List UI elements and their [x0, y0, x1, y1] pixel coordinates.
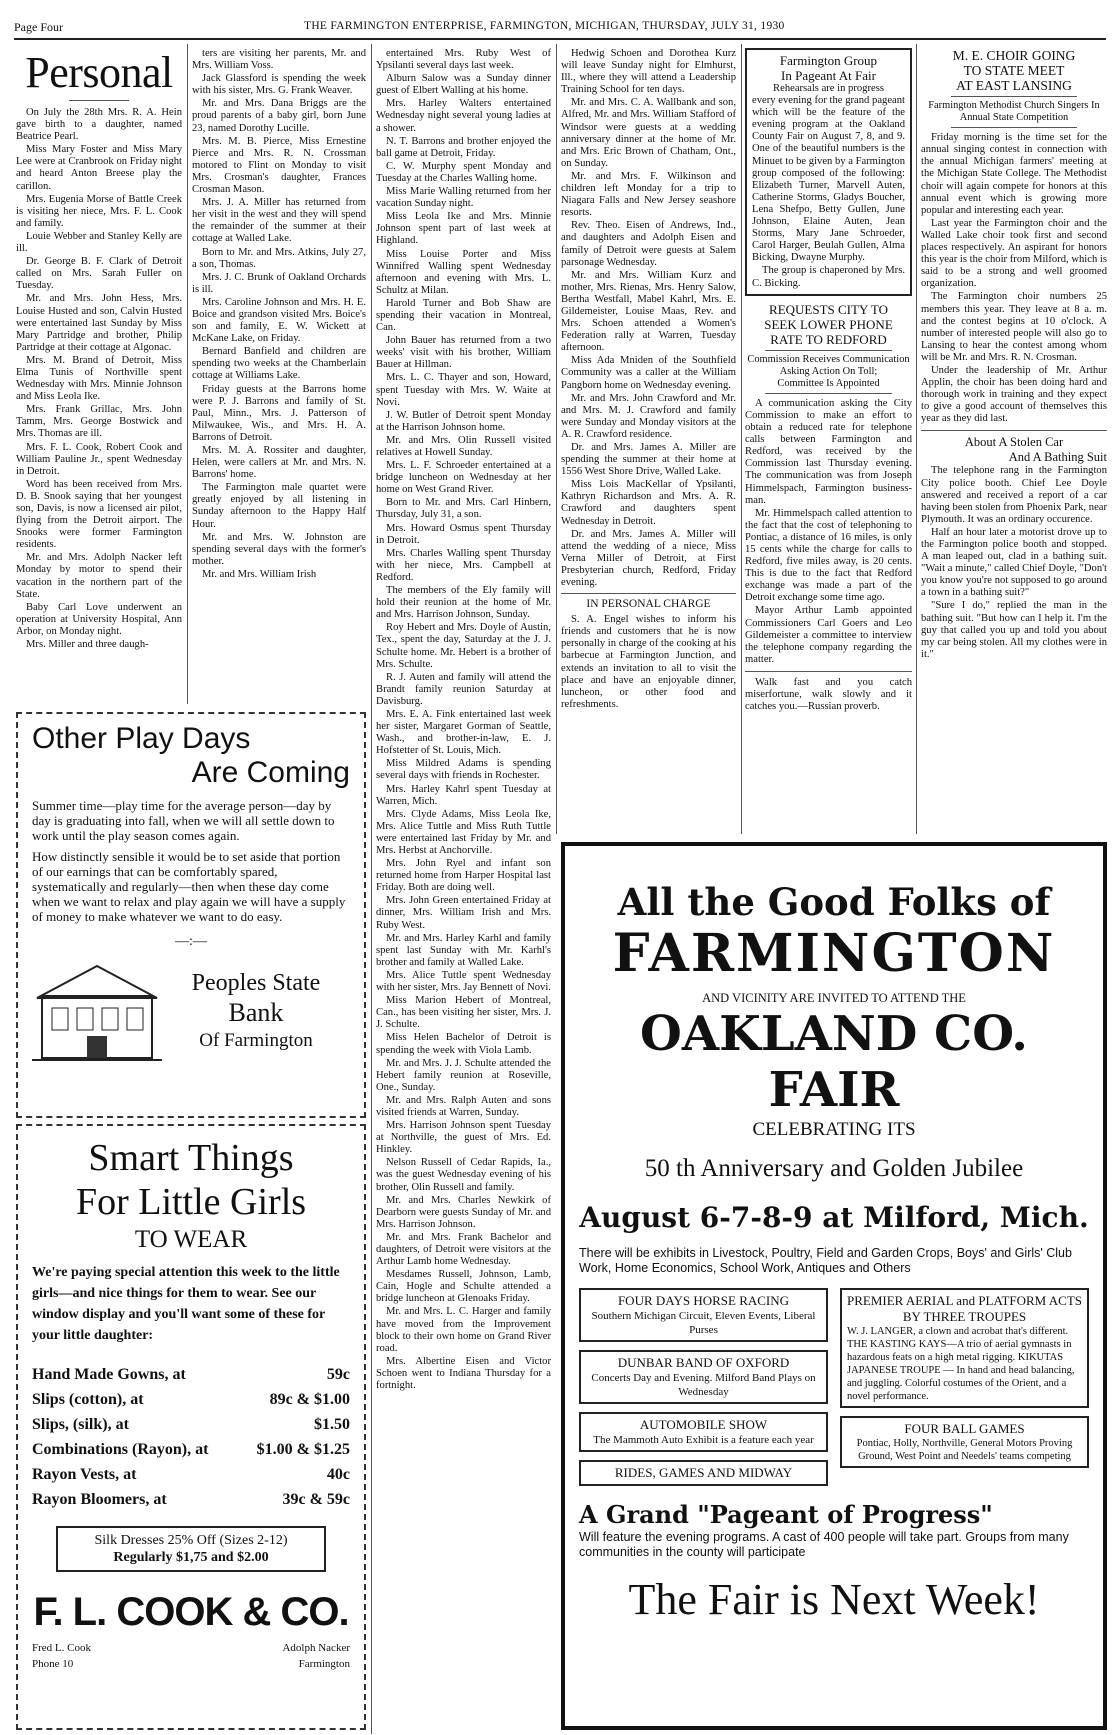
personal-item: C. W. Murphy spent Monday and Tuesday at the Charles Walling home.: [376, 160, 551, 184]
choir-text: The Farmington choir numbers 25 members this year. They leave at 8 a. m. and the contest begins at 10 o'clock. A number of interested people will also go to Lansing to hear the contest among whom will be Mr. and Mrs. R. N. Crosman.: [921, 291, 1107, 363]
personal-item: J. W. Butler of Detroit spent Monday at the Harrison Johnson home.: [376, 409, 551, 433]
ad-title-line-2: For Little Girls: [75, 1181, 307, 1223]
personal-item: Mr. and Mrs. Olin Russell visited relatives at Howell Sunday.: [376, 434, 551, 458]
personal-column-3: [376, 48, 551, 1730]
personal-item: Mrs. L. F. Schroeder entertained at a bridge luncheon on Wednesday at her home on West Grand River.: [376, 460, 551, 496]
personal-item: Mr. and Mrs. Ralph Auten and sons visited friends at Warren, Sunday.: [376, 1094, 551, 1118]
personal-item: Born to Mr. and Mrs. Atkins, July 27, a son, Thomas.: [192, 246, 366, 270]
bank-name-2: Bank: [228, 998, 284, 1027]
pageant-sub: Rehearsals are in progress: [773, 83, 884, 94]
personal-item: Mr. and Mrs. Harley Karhl and family spent last Sunday with Mr. Karhl's brother and family at Walled Lake.: [376, 932, 551, 968]
ad-divider: —:—: [175, 934, 207, 949]
personal-item: Dr. George B. F. Clark of Detroit called on Mrs. Sarah Fuller on Tuesday.: [16, 256, 182, 292]
ad-title-line-1: Other Play Days: [32, 722, 251, 755]
personal-item: John Bauer has returned from a two weeks' visit with his brother, William Bauer at Hillman.: [376, 335, 551, 371]
fair-line-6: 50 th Anniversary and Golden Jubilee: [644, 1155, 1024, 1182]
auto-box: [579, 1412, 828, 1452]
personal-item: Mrs. John Ryel and infant son returned home from Harper Hospital last Friday. Both are doing well.: [376, 858, 551, 894]
personal-item: Mr. and Mrs. William Irish: [202, 568, 317, 580]
section-rule: [561, 593, 736, 594]
store-name: F. L. COOK & CO.: [33, 1590, 349, 1634]
auto-heading: AUTOMOBILE SHOW: [639, 1417, 768, 1432]
phone-heading-1: REQUESTS CITY TO: [769, 301, 888, 317]
racing-box: [579, 1288, 828, 1342]
personal-item: Mrs. J. A. Miller has returned from her visit in the west and they will spend the remainder of the summer at their cottage at Walled Lake.: [192, 197, 366, 245]
band-heading: DUNBAR BAND OF OXFORD: [617, 1355, 790, 1370]
ad-body-2: How distinctly sensible it would be to set aside that portion of our earnings that can be comfortably spared, systematically and regularly—then when these day come when we want to relax and play again we will have a supply of money to make whatever we want to do easy.: [32, 849, 346, 924]
fair-closing: The Fair is Next Week!: [628, 1575, 1040, 1624]
pageant-box: [745, 48, 912, 296]
silk-dress-box: [56, 1526, 326, 1572]
personal-item: Mrs. M. A. Rossiter and daughter, Helen, were callers at Mr. and Mrs. N. Barrons' home.: [192, 445, 366, 481]
choir-sub: Farmington Methodist Church Singers In Annual State Competition: [928, 100, 1100, 124]
heading-rule: [951, 127, 1077, 128]
price-item: Rayon Vests, at 40c: [32, 1466, 350, 1483]
fair-line-4: OAKLAND CO. FAIR: [640, 1006, 1028, 1118]
aerial-heading: PREMIER AERIAL and PLATFORM ACTS BY THREE TROUPES: [847, 1293, 1082, 1324]
column-rule: [741, 44, 742, 834]
phone-heading-2: SEEK LOWER PHONE: [764, 316, 893, 332]
phone-sub-1: Commission Receives Communication Asking Action On Toll;: [747, 353, 910, 377]
choir-text: Friday morning is the time set for the annual singing contest in connection with the annual Michigan farmers' meeting at the Michigan State College. The Methodist choir will again compete for honors at this annual event which is growing more popular and interesting each year.: [921, 132, 1107, 216]
newspaper-title: THE FARMINGTON ENTERPRISE, FARMINGTON, MICHIGAN, THURSDAY, JULY 31, 1930: [304, 20, 785, 32]
stolen-heading-1: About A Stolen Car: [964, 435, 1064, 450]
price-item: Combinations (Rayon), at $1.00 & $1.25: [32, 1441, 350, 1458]
column-rule: [916, 44, 917, 834]
heading-rule: [69, 100, 129, 101]
pageant-heading-1: Farmington Group: [779, 53, 878, 68]
racing-heading: FOUR DAYS HORSE RACING: [617, 1293, 790, 1308]
bank-building-icon: [32, 956, 162, 1066]
bank-name-3: Of Farmington: [199, 1030, 313, 1051]
pageant-text-2: The group is chaperoned by Mrs. C. Bicking.: [752, 265, 905, 289]
column-rule: [371, 44, 372, 1734]
personal-item: Bernard Banfield and children are spending two weeks at the Chamberlain cottage at Williams Lake.: [192, 346, 366, 382]
owner-2: Adolph Nacker: [282, 1642, 350, 1654]
personal-item: Mr. and Mrs. Adolph Nacker left Monday by motor to spend their vacation in the northern part of the State.: [16, 552, 182, 600]
personal-item: Dr. and Mrs. James A. Miller are spending the summer at their home at 1556 West Shore Drive, Walled Lake.: [561, 442, 736, 478]
price-item: Slips, (silk), at $1.50: [32, 1416, 350, 1433]
personal-item: Mr. and Mrs. John Hess, Mrs. Louise Husted and son, Calvin Husted were entertained last Sunday by Miss Mary Partridge and brother, Philip Partridge at their cottage at Algonac.: [16, 293, 182, 353]
masthead: [14, 14, 1106, 40]
personal-column-2: [192, 48, 366, 706]
price-item: Hand Made Gowns, at 59c: [32, 1366, 350, 1383]
personal-item: N. T. Barrons and brother enjoyed the ball game at Detroit, Friday.: [376, 135, 551, 159]
personal-item: Mr. and Mrs. J. J. Schulte attended the Hebert family reunion at Roseville, One., Sunday.: [376, 1057, 551, 1093]
bank-name-1: Peoples State: [191, 970, 321, 996]
price-item: Rayon Bloomers, at 39c & 59c: [32, 1491, 350, 1508]
personal-item: Miss Helen Bachelor of Detroit is spending the week with Viola Lamb.: [376, 1032, 551, 1056]
news-column-6: [921, 48, 1107, 834]
rides-box: [579, 1460, 828, 1486]
column-rule: [187, 44, 188, 704]
personal-item: Mrs. Harrison Johnson spent Tuesday at Northville, the guest of Mrs. Ed. Hinkley.: [376, 1120, 551, 1156]
personal-item: Dr. and Mrs. James A. Miller will attend the wedding of a niece, Miss Verna Miller of Detroit, at First Presbyterian church, Redford, Friday evening.: [561, 528, 736, 589]
pageant-title: A Grand "Pageant of Progress": [579, 1500, 993, 1529]
phone-text: Mayor Arthur Lamb appointed Commissioners Carl Goers and Leo Gildemeister a committee to interview the telephone company regarding the matter.: [745, 605, 912, 665]
bank-advertisement: [16, 712, 366, 1118]
auto-text: The Mammoth Auto Exhibit is a feature each year: [593, 1434, 814, 1446]
personal-item: Rev. Theo. Eisen of Andrews, Ind., and daughters and Adolph Eisen and family of Detroit were guests at Salem parsonage Wednesday.: [561, 220, 736, 268]
pageant-heading-2: In Pageant At Fair: [781, 68, 876, 83]
aerial-box: [840, 1288, 1089, 1408]
personal-item: Roy Hebert and Mrs. Doyle of Austin, Tex., spent the day, Saturday at the J. J. Schulte home. Mr. Hebert is a brother of Mrs. Schulte.: [376, 622, 551, 670]
personal-item: Mrs. Miller and three daugh-: [26, 639, 149, 651]
ball-box: [840, 1416, 1089, 1468]
choir-text: Under the leadership of Mr. Arthur Applin, the choir has been doing hard and thorough work in training and they expect to give a good account of themselves this year as they did last.: [921, 364, 1107, 425]
personal-item: On July the 28th Mrs. R. A. Hein gave birth to a daughter, named Beatrice Pearl.: [16, 107, 182, 143]
personal-item: Mrs. Clyde Adams, Miss Leola Ike, Mrs. Alice Tuttle and Miss Ruth Tuttle were entertained last Friday by Mr. and Mrs. Herbst at Anchorville.: [376, 808, 551, 856]
charge-text: S. A. Engel wishes to inform his friends and customers that he is now personally in charge of the cooking at his barbecue at Farmington Junction, and extends an invitation to all to visit the place and have an enjoyable dinner, luncheon, or other food and refreshments.: [561, 614, 736, 710]
heading-rule: [951, 96, 1077, 97]
personal-heading: Personal: [25, 48, 173, 97]
phone-sub-2: Committee Is Appointed: [777, 377, 880, 389]
personal-item: Miss Mildred Adams is spending several days with friends in Rochester.: [376, 758, 551, 782]
price-list: [32, 1362, 350, 1512]
personal-item: Miss Lois MacKellar of Ypsilanti, Kathryn Richardson and Mrs. A. R. Crawford and daughters spent Wednesday in Detroit.: [561, 479, 736, 527]
personal-item: The members of the Ely family will hold their reunion at the home of Mr. and Mrs. Harrison Johnson, Sunday.: [376, 585, 551, 621]
section-rule: [745, 671, 912, 672]
phone: Phone 10: [32, 1658, 74, 1670]
band-text: Concerts Day and Evening. Milford Band Plays on Wednesday: [591, 1372, 816, 1398]
ball-text: Pontiac, Holly, Northville, General Motors Proving Ground, West Point and Needels' teams competing: [856, 1438, 1073, 1462]
ad-title-line-1: Smart Things: [88, 1137, 294, 1179]
clothing-advertisement: [16, 1124, 366, 1730]
personal-item: Nelson Russell of Cedar Rapids, Ia., was the guest Wednesday evening of his brother, Olin Russell and family.: [376, 1157, 551, 1193]
personal-item: Mr. and Mrs. F. Wilkinson and children left Monday for a trip to Niagara Falls and New Jersey seashore resorts.: [561, 170, 736, 219]
personal-item: Mrs. Harley Kahrl spent Tuesday at Warren, Mich.: [376, 783, 551, 807]
personal-item: Mrs. M. B. Pierce, Miss Ernestine Pierce and Mrs. R. N. Crossman motored to Flint on Monday to visit Mrs. Crosman's daughter, Frances Crosman Mason.: [192, 135, 366, 196]
stolen-text: Half an hour later a motorist drove up to the Farmington police booth and stopped. A man leaped out, clad in a bathing suit. "Wait a minute," called Chief Doyle, "Don't you know you're not supposed to go around a town in a bathing suit?": [921, 526, 1107, 599]
personal-item: Mr. and Mrs. Frank Bachelor and daughters, of Detroit were visitors at the Arthur Lamb home Wednesday.: [376, 1231, 551, 1268]
fair-dates: August 6-7-8-9 at Milford, Mich.: [579, 1201, 1089, 1234]
fair-line-1: All the Good Folks of: [617, 880, 1051, 924]
personal-item: Alburn Salow was a Sunday dinner guest of Elbert Walling at his home.: [376, 73, 551, 97]
personal-item: Miss Marie Walling returned from her vacation Sunday night.: [376, 186, 551, 210]
personal-item: Mr. and Mrs. William Kurz and mother, Mrs. Rienas, Mrs. Henry Salow, Bertha Westfall, Mabel Kahrl, Mrs. E. Gildemeister, Louise Maas, Rev. and Mrs. Schoen attended a Women's Federation rally at Warren, Tuesday afternoon.: [561, 269, 736, 354]
price-item: Slips (cotton), at 89c & $1.00: [32, 1391, 350, 1408]
rides-heading: RIDES, GAMES AND MIDWAY: [614, 1465, 793, 1480]
personal-item: Hedwig Schoen and Dorothea Kurz will leave Sunday night for Elmhurst, Ill., where they will attend a Leadership Training School for ten days.: [561, 48, 736, 96]
ad-body: Summer time—play time for the average person—day by day is graduating into fall, when we will all settle down to work until the play season comes again.: [32, 798, 335, 843]
charge-heading: IN PERSONAL CHARGE: [586, 598, 711, 611]
stolen-heading-2: And A Bathing Suit: [1008, 450, 1107, 465]
heading-rule: [765, 350, 892, 351]
personal-item: Harold Turner and Bob Shaw are spending their vacation in Montreal, Can.: [376, 297, 551, 334]
personal-item: Mrs. Frank Grillac, Mrs. John Tamm, Mrs. George Bostwick and Mrs. Thomas are ill.: [16, 404, 182, 440]
personal-item: Mrs. John Green entertained Friday at dinner, Mrs. William Irish and Mrs. Ruby West.: [376, 895, 551, 931]
fair-line-3: AND VICINITY ARE INVITED TO ATTEND THE: [702, 991, 966, 1005]
ad-body: We're paying special attention this week to the little girls—and nice things for them to wear. See our window display and you'll want some of these for your little daughter:: [32, 1265, 340, 1343]
stolen-text: The telephone rang in the Farmington City police booth. Chief Lee Doyle answered and received a report of a car having been stolen from Phoenix Park, near Plymouth. It was an ordinary occurence.: [921, 465, 1107, 525]
owner-1: Fred L. Cook: [32, 1642, 91, 1654]
personal-item: Mrs. Harley Walters entertained Wednesday night several young ladies at a shower.: [376, 98, 551, 134]
stolen-text: "Sure I do," replied the man in the bathing suit. "But how can I help it. I'm the guy that called you up and told you about my car being stolen. All my clothes were in it.": [921, 600, 1107, 660]
personal-item: Miss Louise Porter and Miss Winnifred Walling spent Wednesday afternoon and evening with Mrs. L. Schultz at Milan.: [376, 248, 551, 296]
personal-column: [16, 48, 182, 706]
fair-exhibits: There will be exhibits in Livestock, Poultry, Field and Garden Crops, Boys' and Girls' Club Work, Home Economics, School Work, Antiques and Others: [579, 1246, 1072, 1275]
personal-item: Mrs. Howard Osmus spent Thursday in Detroit.: [376, 522, 551, 546]
choir-text: Last year the Farmington choir and the Walled Lake choir took first and second places respectively. An aspirant for honors this year is the choir from Milford, which is said to be a strong and well groomed organization.: [921, 217, 1107, 290]
news-column-5: [745, 48, 912, 834]
personal-item: Mesdames Russell, Johnson, Lamb, Cain, Hogle and Schulte attended a bridge luncheon at Glenoaks Friday.: [376, 1269, 551, 1305]
personal-item: Born to Mr. and Mrs. Carl Hinbern, Thursday, July 31, a son.: [376, 497, 551, 521]
box-line-1: Silk Dresses 25% Off (Sizes 2-12): [94, 1533, 288, 1548]
choir-heading-1: M. E. CHOIR GOING: [952, 48, 1076, 63]
personal-item: R. J. Auten and family will attend the Brandt family reunion Saturday at Davisburg.: [376, 671, 551, 707]
personal-item: Miss Leola Ike and Mrs. Minnie Johnson spent part of last week at Highland.: [376, 211, 551, 247]
personal-item: Mrs. M. Brand of Detroit, Miss Elma Tunis of Northville spent Wednesday with Mrs. Minnie Johnson and Miss Leola Ike.: [16, 354, 182, 403]
personal-item: Miss Mary Foster and Miss Mary Lee were at Cranbrook on Friday night and heard Anton Breese play the carillon.: [16, 144, 182, 192]
personal-item: Mrs. Eugenia Morse of Battle Creek is visiting her niece, Mrs. F. L. Cook and family.: [16, 193, 182, 229]
personal-item: Friday guests at the Barrons home were P. J. Barrons and family of St. Paul, Minn., Mrs. J. Patterson of Milwaukee, Wis., and Mrs. H. A. Barrons of Detroit.: [192, 383, 366, 443]
personal-item: Mr. and Mrs. Dana Briggs are the proud parents of a baby girl, born June 23, named Dorothy Lucille.: [192, 98, 366, 134]
personal-column-4: [561, 48, 736, 834]
choir-heading-2: TO STATE MEET: [963, 63, 1065, 78]
personal-item: Mr. and Mrs. W. Johnston are spending several days with the former's mother.: [192, 531, 366, 567]
phone-heading-3: RATE TO REDFORD: [770, 331, 887, 347]
heading-rule: [765, 393, 892, 394]
personal-item: Mrs. Caroline Johnson and Mrs. H. E. Boice and grandson visited Mrs. Boice's son and family, E. W. Wickett at McKane Lake, on Friday.: [192, 296, 366, 345]
personal-item: ters are visiting her parents, Mr. and Mrs. William Voss.: [192, 48, 366, 72]
band-box: [579, 1350, 828, 1404]
page-number: Page Four: [14, 20, 63, 34]
personal-item: Mrs. Alice Tuttle spent Wednesday with her sister, Mrs. Jay Bennett of Novi.: [376, 969, 551, 994]
personal-item: The Farmington male quartet were greatly enjoyed by all listening in Sunday afternoon to the Happy Half Hour.: [192, 482, 366, 530]
personal-item: Mr. and Mrs. C. A. Wallbank and son, Alfred, Mr. and Mrs. William Stafford of Windsor were guests at a wedding anniversary dinner at the home of Mr. and Mrs. Eric Brown of Chatham, Ont., on Sunday.: [561, 97, 736, 169]
personal-item: Mr. and Mrs. L. C. Harger and family have moved from the Improvement block to their own home on Grand River road.: [376, 1306, 551, 1354]
personal-item: Mrs. L. C. Thayer and son, Howard, spent Tuesday with Mrs. W. Waite at Novi.: [376, 372, 551, 408]
phone-text: Mr. Himmelspach called attention to the fact that the cost of telephoning to Pontiac, a distance of 16 miles, is only 15 cents while the charge for calls to Redford, five miles away, is 20 cents. This is due to the fact that Redford exchange was made a part of the Detroit exchange some time ago.: [745, 507, 912, 604]
fair-advertisement: [561, 842, 1107, 1730]
town: Farmington: [298, 1658, 350, 1670]
racing-text: Southern Michigan Circuit, Eleven Events, Liberal Purses: [591, 1310, 816, 1336]
personal-item: Mrs. J. C. Brunk of Oakland Orchards is ill.: [192, 271, 366, 295]
personal-item: Baby Carl Love underwent an operation at University Hospital, Ann Arbor, on Monday night.: [16, 601, 182, 637]
section-rule: [921, 430, 1107, 431]
ball-heading: FOUR BALL GAMES: [904, 1421, 1025, 1436]
fair-line-2: FARMINGTON: [612, 923, 1056, 984]
choir-heading-3: AT EAST LANSING: [956, 78, 1072, 93]
personal-item: Mr. and Mrs. Charles Newkirk of Dearborn were guests Sunday of Mr. and Mrs. Harrison Johnson.: [376, 1194, 551, 1230]
personal-item: Miss Marion Hebert of Montreal, Can., has been visiting her sister, Mrs. J. J. Schulte.: [376, 995, 551, 1031]
pageant-text: every evening for the grand pageant which will be the feature of the evening program at the Oakland County Fair on August 7, 8, and 9. One of the beautiful numbers is the Minuet to be given by a Farmington group composed of the following: Elizabeth Turner, Marvell Auten, Catherine Storms, Gladys Boucher, Lena Shefpo, Betty Gullen, June Johnson, Elaine Auten, Jean Storms, Mary Jane Schroeder, Carol Harger, Beulah Gullen, Alma Bicking, Dwayne Murphy.: [752, 95, 905, 264]
personal-item: Mrs. F. L. Cook, Robert Cook and William Pauline Jr., spent Wednesday in Detroit.: [16, 441, 182, 477]
box-line-2: Regularly $1,75 and $2.00: [113, 1550, 269, 1565]
pageant-description: Will feature the evening programs. A cast of 400 people will take part. Groups from many communities in the county will participate: [579, 1530, 1069, 1559]
personal-item: Mrs. Albertine Eisen and Victor Schoen went to Indiana Thursday for a fortnight.: [376, 1355, 551, 1392]
personal-item: Louie Webber and Stanley Kelly are ill.: [16, 230, 182, 255]
proverb: Walk fast and you catch miserfortune, walk slowly and it catches you.—Russian proverb.: [745, 676, 912, 713]
personal-item: Mrs. Charles Walling spent Thursday with her niece, Mrs. Campbell at Redford.: [376, 547, 551, 583]
fair-line-5: CELEBRATING ITS: [752, 1119, 916, 1140]
phone-text: A communication asking the City Commission to make an effort to obtain a reduced rate for telephone calls between Farmington and Redford, was received by the Commission last Thursday evening. The communication was from Joseph Himmelspach, Farmington business-man.: [745, 397, 912, 506]
personal-item: Jack Glassford is spending the week with his sister, Mrs. G. Frank Weaver.: [192, 73, 366, 97]
personal-item: Mrs. E. A. Fink entertained last week her sister, Margaret Gorman of Seattle, Wash., and brother-in-law, E. J. Hofstetter of St. Louis, Mich.: [376, 708, 551, 757]
column-rule: [556, 44, 557, 834]
personal-item: Mr. and Mrs. John Crawford and Mr. and Mrs. M. J. Crawford and family were Sunday and Monday visitors at the A. R. Crawford residence.: [561, 392, 736, 440]
ad-title-line-2: Are Coming: [191, 756, 350, 789]
aerial-text: W. J. LANGER, a clown and acrobat that's different. THE KASTING KAYS—A trio of aerial gymnasts in hazardous feats on a high metal rigging. KIKUTAS JAPANESE TROUPE — In hand and head balancing, and juggling. Colorful costumes of the Orient, and a novel performance.: [847, 1326, 1075, 1402]
personal-item: entertained Mrs. Ruby West of Ypsilanti several days last week.: [376, 48, 551, 72]
personal-item: Word has been received from Mrs. D. B. Snook saying that her youngest son, Davis, is now a licensed air pilot, flying from the Detroit airport. The Snooks were former Farmington residents.: [16, 478, 182, 551]
personal-item: Miss Ada Mniden of the Southfield Community was a caller at the William Pangborn home on Wednesday evening.: [561, 355, 736, 391]
ad-title-line-3: TO WEAR: [134, 1226, 248, 1253]
